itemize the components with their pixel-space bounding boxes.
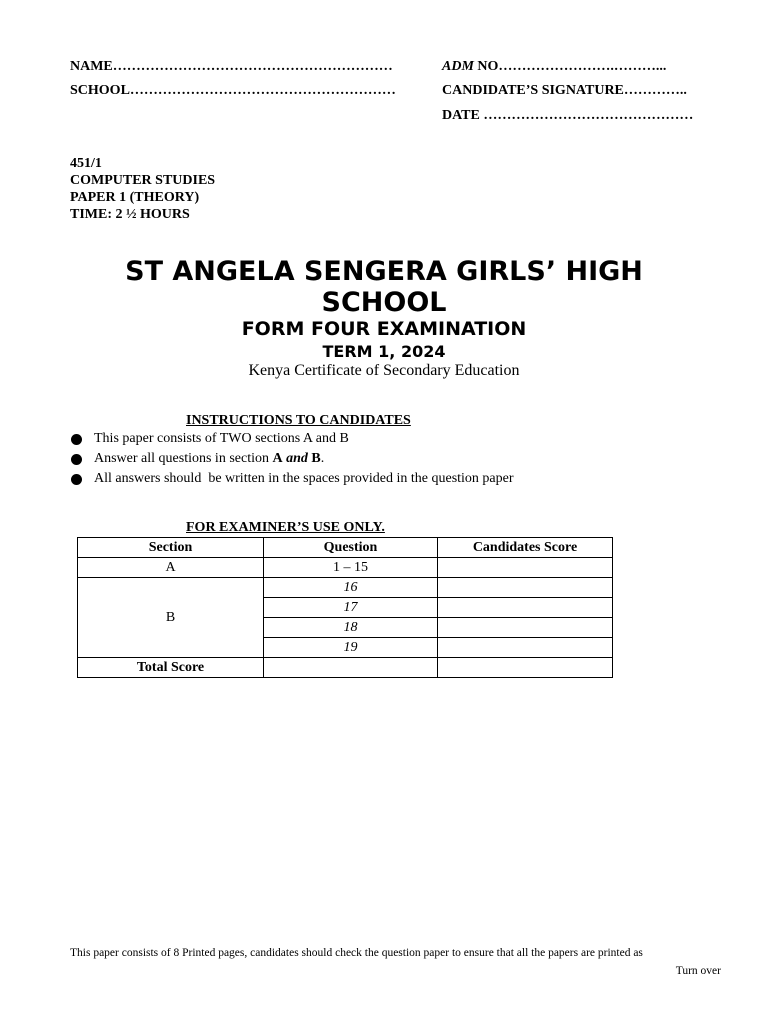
section-cell: A: [78, 558, 264, 578]
total-score-cell[interactable]: [438, 658, 613, 678]
exam-title: FORM FOUR EXAMINATION: [241, 318, 527, 340]
score-cell[interactable]: [438, 618, 613, 638]
question-cell: 1 – 15: [264, 558, 438, 578]
paper-info-block: [70, 155, 215, 223]
section-a-ref: A: [272, 451, 283, 466]
question-cell: 19: [264, 638, 438, 658]
date-field-label: DATE ………………………………………: [442, 108, 694, 123]
total-row: [78, 658, 613, 678]
question-cell: 16: [264, 578, 438, 598]
school-field-label: SCHOOL…………………………………………………: [70, 83, 396, 98]
section-cell: B: [78, 578, 264, 658]
table-header-row: [78, 538, 613, 558]
instructions-heading: INSTRUCTIONS TO CANDIDATES: [186, 413, 411, 428]
question-cell: 18: [264, 618, 438, 638]
certificate-title: Kenya Certificate of Secondary Education: [248, 362, 520, 379]
section-b-ref: B: [311, 451, 321, 466]
examiner-heading: FOR EXAMINER’S USE ONLY.: [186, 520, 385, 535]
instruction-text-part: .: [320, 451, 325, 466]
score-cell[interactable]: [438, 598, 613, 618]
instruction-text: This paper consists of TWO sections A and B: [94, 431, 349, 446]
school-title: [0, 256, 768, 318]
instruction-text-part: Answer all questions in section: [94, 451, 273, 466]
exam-duration: TIME: 2 ½ HOURS: [70, 207, 190, 222]
paper-code: 451/1: [70, 156, 102, 171]
name-field-label: NAME……………………………………………………: [70, 59, 393, 74]
turn-over-label: Turn over: [675, 965, 721, 977]
signature-field-label: CANDIDATE’S SIGNATURE…………..: [442, 83, 687, 98]
score-cell[interactable]: [438, 558, 613, 578]
instructions-list: [70, 429, 514, 489]
school-title-line2: SCHOOL: [321, 287, 447, 318]
paper-number: PAPER 1 (THEORY): [70, 190, 200, 205]
instruction-text: All answers should be written in the spaces provided in the question paper: [94, 471, 514, 486]
and-word: and: [282, 451, 312, 466]
header-section: Section: [78, 538, 264, 558]
adm-no-field-label: [442, 59, 666, 75]
adm-prefix: ADM: [442, 59, 474, 74]
school-title-line1: ST ANGELA SENGERA GIRLS’ HIGH: [125, 256, 643, 287]
bullet-icon: [71, 434, 82, 445]
subject-name: COMPUTER STUDIES: [70, 173, 216, 188]
instruction-item: [70, 449, 514, 469]
score-table: [77, 537, 613, 678]
header-question: Question: [264, 538, 438, 558]
header-score: Candidates Score: [438, 538, 613, 558]
instruction-item: [70, 469, 514, 489]
score-cell[interactable]: [438, 638, 613, 658]
instruction-item: [70, 429, 514, 449]
table-row: [78, 578, 613, 598]
footer-note: This paper consists of 8 Printed pages, candidates should check the question paper to ensure that all the papers are printed as: [70, 947, 643, 959]
score-cell[interactable]: [438, 578, 613, 598]
bullet-icon: [71, 474, 82, 485]
term-title: TERM 1, 2024: [322, 342, 446, 361]
question-cell: 17: [264, 598, 438, 618]
adm-rest: NO…………………….………...: [473, 59, 667, 74]
instruction-text: [94, 451, 324, 467]
table-row: [78, 558, 613, 578]
total-label: Total Score: [78, 658, 264, 678]
bullet-icon: [71, 454, 82, 465]
total-question-cell: [264, 658, 438, 678]
